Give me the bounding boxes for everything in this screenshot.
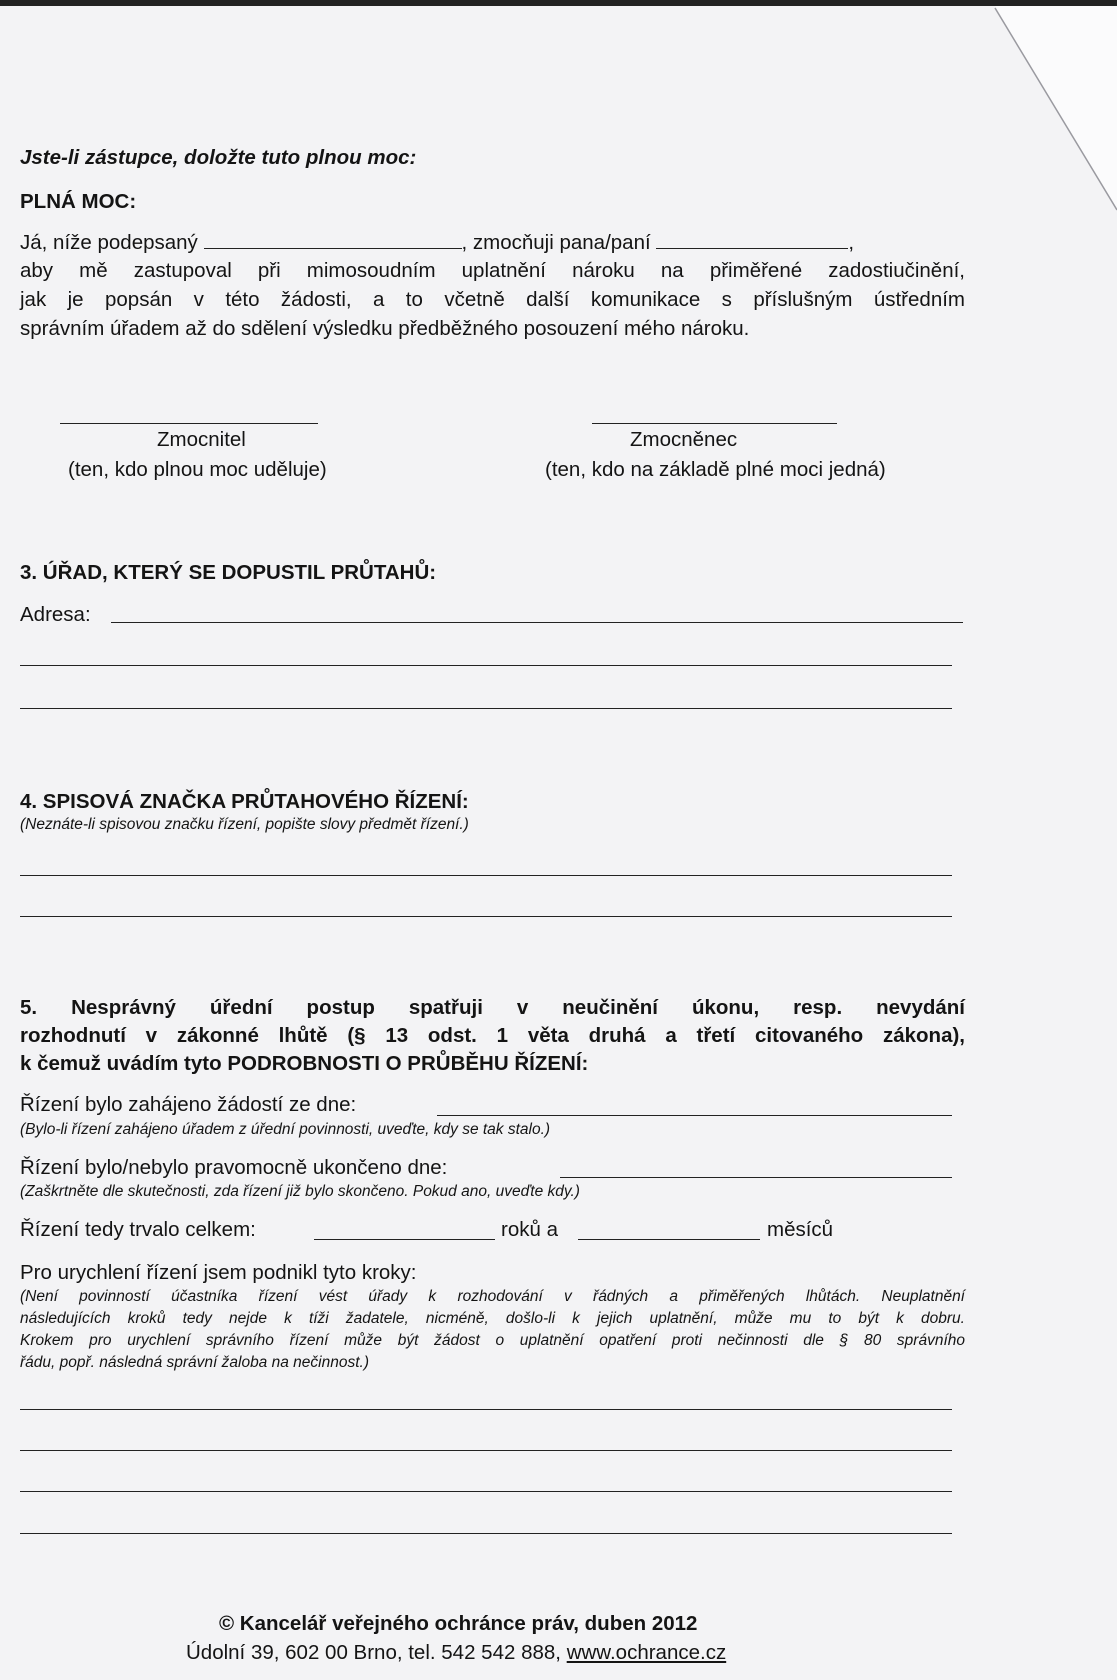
steps-line-2[interactable]	[20, 1450, 952, 1451]
signer-name-field[interactable]	[204, 230, 462, 249]
power-line-1	[20, 230, 854, 255]
grantee-description: (ten, kdo na základě plné moci jedná)	[545, 458, 886, 481]
power-line-1-a: Já, níže podepsaný	[20, 231, 198, 254]
steps-line-1[interactable]	[20, 1409, 952, 1410]
steps-line-4[interactable]	[20, 1533, 952, 1534]
ended-date-field[interactable]	[560, 1177, 952, 1178]
ended-note: (Zaškrtněte dle skutečnosti, zda řízení již bylo skončeno. Pokud ano, uveďte kdy.)	[20, 1183, 580, 1200]
started-label: Řízení bylo zahájeno žádostí ze dne:	[20, 1093, 357, 1116]
address-line-3[interactable]	[20, 708, 952, 709]
power-line-4: správním úřadem až do sdělení výsledku předběžného posouzení mého nároku.	[20, 317, 750, 340]
steps-label: Pro urychlení řízení jsem podnikl tyto kroky:	[20, 1261, 417, 1284]
ended-label: Řízení bylo/nebylo pravomocně ukončeno dne:	[20, 1156, 448, 1179]
steps-note-2: následujících kroků tedy nejde k tíži žadatele, nicméně, došlo-li k jejich uplatnění, může mu to být k dobru.	[20, 1310, 965, 1327]
months-label: měsíců	[767, 1218, 834, 1241]
steps-note-4: řádu, popř. následná správní žaloba na nečinnost.)	[20, 1354, 369, 1371]
years-label: roků a	[501, 1218, 558, 1241]
years-field[interactable]	[314, 1239, 495, 1240]
steps-note-1: (Není povinností účastníka řízení vést úřady k rozhodování v řádných a přiměřených lhůtách. Neuplatnění	[20, 1288, 965, 1305]
steps-line-3[interactable]	[20, 1491, 952, 1492]
started-date-field[interactable]	[437, 1115, 952, 1116]
grantor-label: Zmocnitel	[157, 428, 246, 451]
section-3-heading: 3. ÚŘAD, KTERÝ SE DOPUSTIL PRŮTAHŮ:	[20, 561, 437, 584]
duration-label: Řízení tedy trvalo celkem:	[20, 1218, 256, 1241]
section-5-heading-3: k čemuž uvádím tyto PODROBNOSTI O PRŮBĚHU ŘÍZENÍ:	[20, 1052, 589, 1075]
section-4-heading: 4. SPISOVÁ ZNAČKA PRŮTAHOVÉHO ŘÍZENÍ:	[20, 790, 469, 813]
section-5-heading-2: rozhodnutí v zákonné lhůtě (§ 13 odst. 1 věta druhá a třetí citovaného zákona),	[20, 1024, 965, 1047]
representative-name-field[interactable]	[656, 230, 848, 249]
power-heading: PLNÁ MOC:	[20, 190, 137, 213]
power-line-1-c: ,	[848, 231, 855, 254]
file-number-line-1[interactable]	[20, 875, 952, 876]
months-field[interactable]	[578, 1239, 760, 1240]
steps-note-3: Krokem pro urychlení správního řízení může být žádost o uplatnění opatření proti nečinnosti dle § 80 správního	[20, 1332, 965, 1349]
grantor-signature-line[interactable]	[60, 423, 318, 424]
power-line-2: aby mě zastupoval při mimosoudním uplatnění nároku na přiměřené zadostiučinění,	[20, 259, 965, 282]
intro-text: Jste-li zástupce, doložte tuto plnou moc:	[20, 146, 417, 169]
power-line-3: jak je popsán v této žádosti, a to včetně další komunikace s příslušným ústředním	[20, 288, 965, 311]
footer-website-link[interactable]: www.ochrance.cz	[566, 1641, 727, 1664]
footer-address	[186, 1641, 726, 1665]
grantor-description: (ten, kdo plnou moc uděluje)	[68, 458, 327, 481]
footer-contact: Údolní 39, 602 00 Brno, tel. 542 542 888,	[186, 1641, 561, 1664]
address-line-1[interactable]	[111, 622, 963, 623]
section-4-note: (Neznáte-li spisovou značku řízení, popište slovy předmět řízení.)	[20, 816, 469, 833]
address-line-2[interactable]	[20, 665, 952, 666]
section-5-heading-1: 5. Nesprávný úřední postup spatřuji v neučinění úkonu, resp. nevydání	[20, 996, 965, 1019]
file-number-line-2[interactable]	[20, 916, 952, 917]
grantee-label: Zmocněnec	[630, 428, 738, 451]
started-note: (Bylo-li řízení zahájeno úřadem z úřední povinnosti, uveďte, kdy se tak stalo.)	[20, 1121, 551, 1138]
grantee-signature-line[interactable]	[592, 423, 837, 424]
address-label: Adresa:	[20, 603, 91, 626]
power-line-1-b: , zmocňuji pana/paní	[461, 231, 651, 254]
footer-copyright: © Kancelář veřejného ochránce práv, duben 2012	[219, 1612, 698, 1635]
